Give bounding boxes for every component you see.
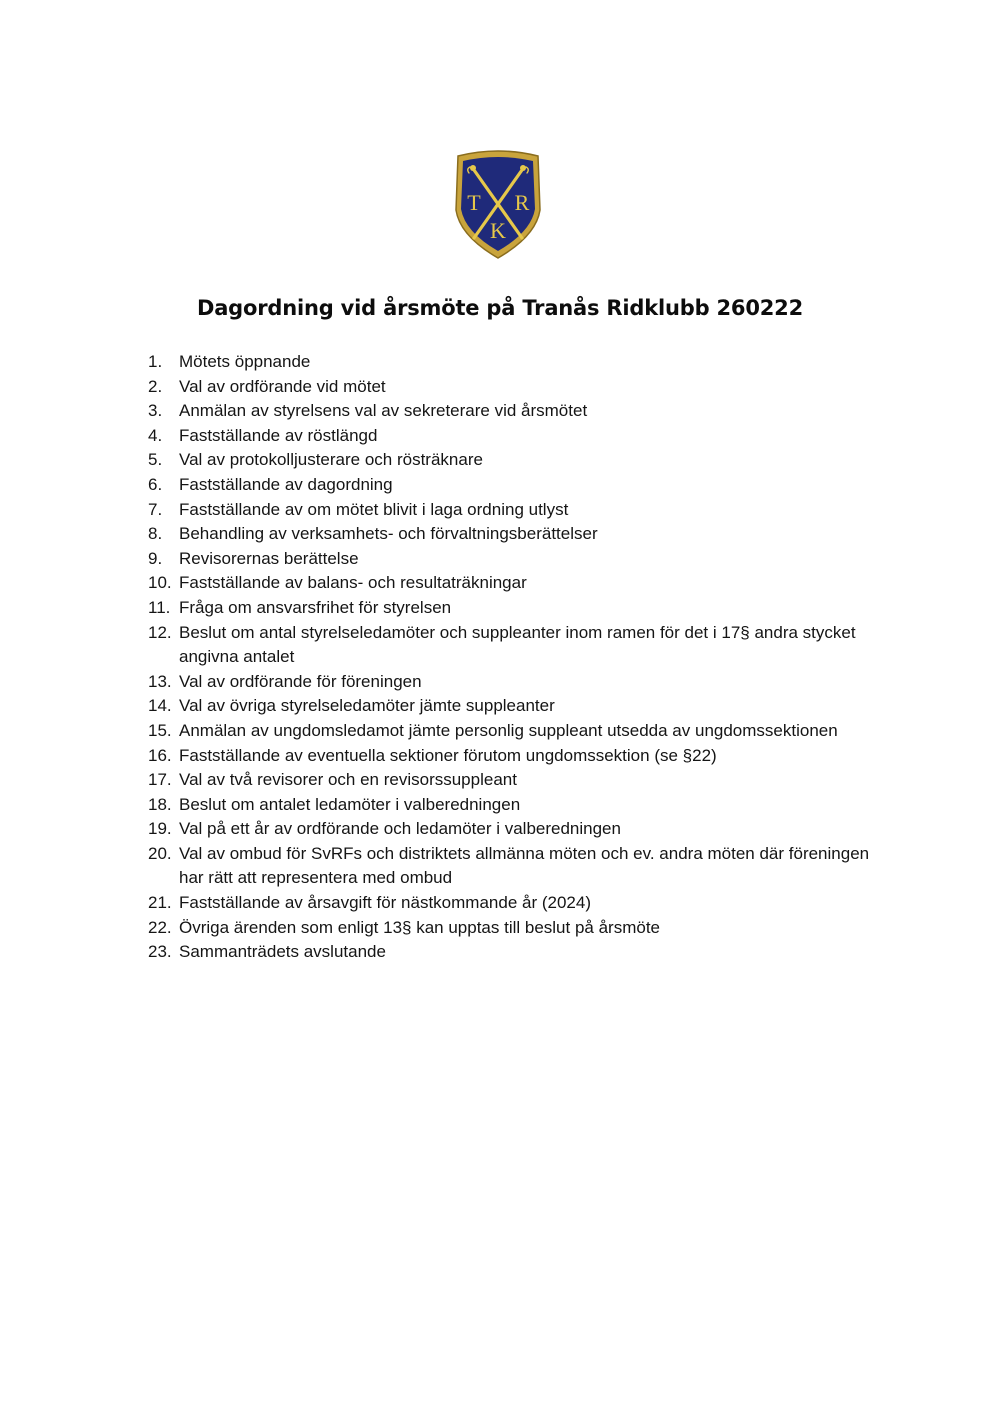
agenda-item-number: 9. [148, 548, 163, 568]
agenda-item-number: 18. [148, 794, 172, 814]
agenda-item-number: 15. [148, 720, 172, 740]
agenda-item [148, 940, 878, 965]
agenda-item [148, 817, 878, 842]
agenda-list [148, 350, 878, 965]
agenda-item [148, 842, 878, 891]
agenda-item-number: 14. [148, 696, 172, 716]
agenda-item [148, 744, 878, 769]
agenda-item-number: 21. [148, 893, 172, 913]
agenda-item [148, 694, 878, 719]
agenda-item [148, 424, 878, 449]
agenda-item [148, 473, 878, 498]
agenda-item-text: Fastställande av röstlängd [179, 425, 378, 445]
agenda-item [148, 498, 878, 523]
agenda-item [148, 522, 878, 547]
agenda-item-number: 13. [148, 671, 172, 691]
agenda-item-text: Fastställande av balans- och resultaträkningar [179, 573, 527, 593]
agenda-item-text: Fastställande av årsavgift för nästkommande år (2024) [179, 893, 591, 913]
agenda-item [148, 547, 878, 572]
agenda-item-text: Behandling av verksamhets- och förvaltningsberättelser [179, 524, 598, 544]
agenda-item-number: 5. [148, 450, 163, 470]
agenda-item-text: Sammanträdets avslutande [179, 942, 386, 962]
agenda-item [148, 350, 878, 375]
agenda-item-text: Mötets öppnande [179, 352, 311, 371]
agenda-item-number: 7. [148, 499, 163, 519]
agenda-item-number: 4. [148, 425, 163, 445]
agenda-item-number: 16. [148, 745, 172, 765]
agenda-item-text: Anmälan av ungdomsledamot jämte personlig suppleant utsedda av ungdomssektionen [179, 720, 838, 740]
club-logo-shield [452, 148, 544, 260]
agenda-item-text: Val av två revisorer och en revisorssuppleant [179, 770, 517, 790]
agenda-item-text: Val av ombud för SvRFs och distriktets allmänna möten och ev. andra möten där föreningen har rätt att representera med ombud [179, 843, 870, 888]
agenda-item [148, 448, 878, 473]
agenda-item-text: Revisorernas berättelse [179, 548, 359, 568]
agenda-item-text: Anmälan av styrelsens val av sekreterare vid årsmötet [179, 401, 588, 421]
agenda-item-text: Beslut om antal styrelseledamöter och suppleanter inom ramen för det i 17§ andra stycket angivna antalet [179, 622, 856, 667]
agenda-item-number: 19. [148, 819, 172, 839]
agenda-item-text: Fastställande av eventuella sektioner förutom ungdomssektion (se §22) [179, 745, 717, 765]
agenda-item-text: Val av ordförande för föreningen [179, 671, 422, 691]
agenda-item-text: Val på ett år av ordförande och ledamöter i valberedningen [179, 819, 621, 839]
agenda-item-number: 3. [148, 401, 163, 421]
agenda-item-text: Fastställande av om mötet blivit i laga ordning utlyst [179, 499, 569, 519]
agenda-item-number: 1. [148, 352, 163, 371]
agenda-item-text: Övriga ärenden som enligt 13§ kan upptas till beslut på årsmöte [179, 917, 660, 937]
agenda-item-text: Val av protokolljusterare och rösträknare [179, 450, 483, 470]
agenda-item-number: 12. [148, 622, 172, 642]
agenda-item [148, 596, 878, 621]
logo-letter-k: K [490, 218, 506, 243]
agenda-item-number: 6. [148, 474, 163, 494]
agenda-item [148, 916, 878, 941]
document-title: Dagordning vid årsmöte på Tranås Ridklubb 260222 [196, 296, 803, 320]
agenda-item [148, 670, 878, 695]
agenda-item-number: 22. [148, 917, 172, 937]
agenda-item-number: 2. [148, 376, 163, 396]
agenda-item [148, 768, 878, 793]
agenda-item [148, 399, 878, 424]
agenda-item-text: Val av ordförande vid mötet [179, 376, 386, 396]
agenda-item [148, 621, 878, 670]
agenda-item [148, 571, 878, 596]
logo-letter-t: T [467, 190, 481, 215]
agenda-item-text: Fastställande av dagordning [179, 474, 393, 494]
logo-letter-r: R [514, 190, 530, 215]
agenda-item-text: Beslut om antalet ledamöter i valberedningen [179, 794, 521, 814]
agenda-item-number: 23. [148, 942, 172, 962]
agenda-item-text: Val av övriga styrelseledamöter jämte suppleanter [179, 696, 555, 716]
agenda-item-number: 17. [148, 770, 172, 790]
agenda-item-number: 20. [148, 843, 172, 863]
agenda-item-text: Fråga om ansvarsfrihet för styrelsen [179, 597, 452, 617]
agenda-item [148, 793, 878, 818]
agenda-item-number: 11. [148, 597, 171, 617]
agenda-item [148, 375, 878, 400]
agenda-item [148, 891, 878, 916]
agenda-item [148, 719, 878, 744]
agenda-item-number: 8. [148, 524, 163, 544]
agenda-item-number: 10. [148, 573, 172, 593]
